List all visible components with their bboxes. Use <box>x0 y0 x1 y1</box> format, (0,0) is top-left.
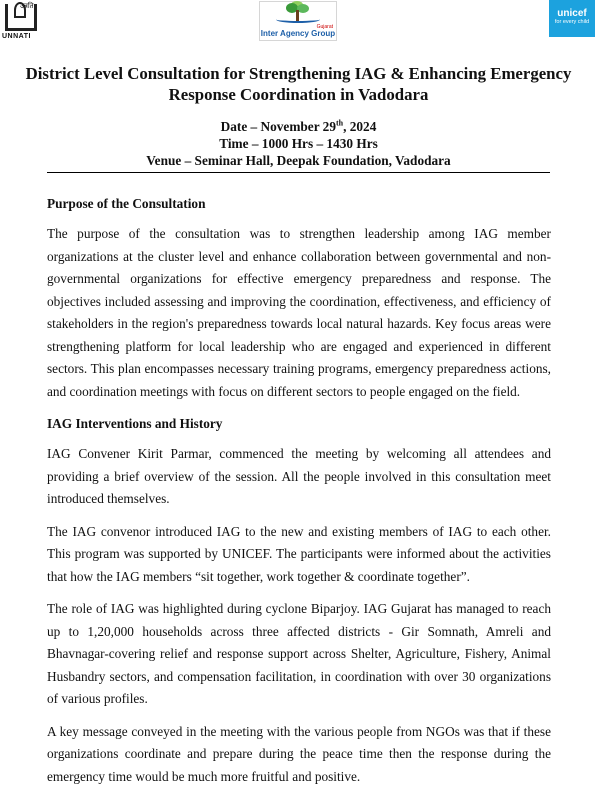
unicef-logo <box>549 0 595 37</box>
unicef-tagline: for every child <box>554 19 590 25</box>
event-venue: Venue – Seminar Hall, Deepak Foundation, Vadodara <box>146 153 451 168</box>
interventions-paragraph-1: IAG Convener Kirit Parmar, commenced the meeting by welcoming all attendees and providing a brief overview of the session. All the people involved in this consultation meet introduced themselves. <box>47 446 551 506</box>
tree-hands-icon <box>260 2 336 22</box>
iag-logo <box>259 1 337 41</box>
unnati-logo-text: UNNATI <box>2 33 31 40</box>
purpose-paragraph: The purpose of the consultation was to strengthen leadership among IAG member organizations at the cluster level and enhance collaboration between governmental and non-governmental organizations for effective emergency preparedness and response. The objectives included assessing and improving the coordination, effectiveness, and efficiency of stakeholders in the region's preparedness towards local natural hazards. Key focus areas were strengthening platform for local leadership who are engaged and experienced in different sectors. This plan encompasses necessary training programs, emergency preparedness actions, and coordination meetings with focus on different sectors to people engaged on the field. <box>47 226 551 399</box>
document-title: District Level Consultation for Strengthening IAG & Enhancing Emergency Response Coordination in Vadodara <box>25 64 572 104</box>
event-details <box>20 118 577 169</box>
purpose-heading: Purpose of the Consultation <box>47 196 206 211</box>
iag-logo-state: Gujarat <box>316 24 333 30</box>
interventions-paragraph-3: The role of IAG was highlighted during cyclone Biparjoy. IAG Gujarat has managed to reach up to 1,20,000 households across three affected districts - Gir Somnath, Amreli and Bhavnagar-covering relief and response support across Shelter, Agriculture, Fishery, Animal Husbandry sectors, and compensation facilitation, in coordination with over 30 organizations of various profiles. <box>47 601 551 706</box>
unnati-logo <box>2 2 36 42</box>
unicef-logo-text: unicef <box>557 8 587 19</box>
event-date: Date – November 29th, 2024 <box>220 118 377 134</box>
unnati-script-text: उन्नति <box>20 2 34 10</box>
interventions-heading: IAG Interventions and History <box>47 416 223 431</box>
interventions-paragraph-4: A key message conveyed in the meeting with the various people from NGOs was that if these organizations coordinate and prepare during the peace time then the response during the emergency time would be much more fruitful and positive. <box>47 723 551 784</box>
event-time: Time – 1000 Hrs – 1430 Hrs <box>219 136 378 151</box>
document-body <box>47 193 551 798</box>
interventions-paragraph-2: The IAG convenor introduced IAG to the new and existing members of IAG to each other. This program was supported by UNICEF. The participants were informed about the activities that how the IAG members “sit together, work together & coordinate together”. <box>47 523 551 584</box>
iag-logo-text: Inter Agency Group <box>260 29 336 38</box>
header-divider <box>47 172 550 173</box>
